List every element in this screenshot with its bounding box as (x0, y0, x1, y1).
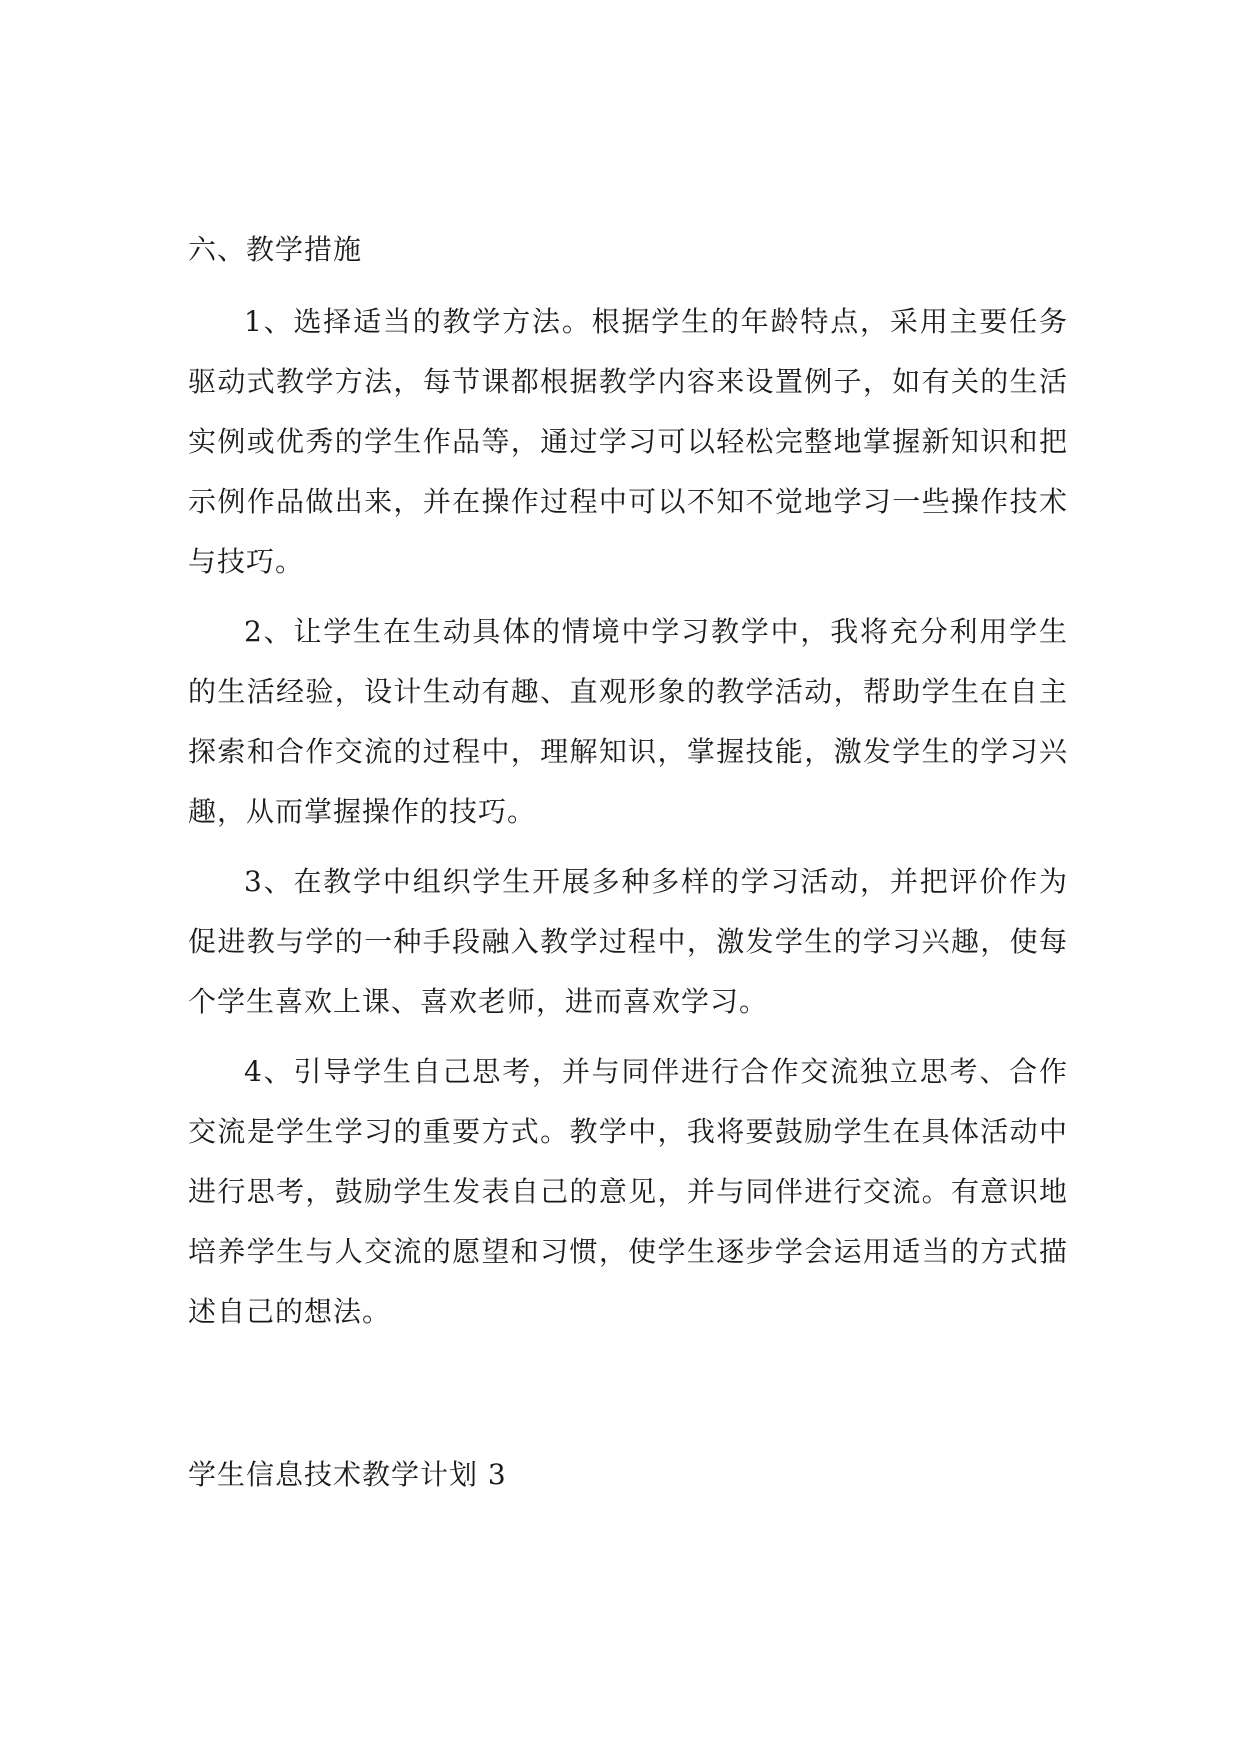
section-body (188, 222, 1068, 1342)
paragraph-3: 3、在教学中组织学生开展多种多样的学习活动，并把评价作为促进教与学的一种手段融入教学过程中，激发学生的学习兴趣，使每个学生喜欢上课、喜欢老师，进而喜欢学习。 (188, 865, 1068, 1018)
paragraph-2: 2、让学生在生动具体的情境中学习教学中，我将充分利用学生的生活经验，设计生动有趣、直观形象的教学活动，帮助学生在自主探索和合作交流的过程中，理解知识，掌握技能，激发学生的学习兴趣，从而掌握操作的技巧。 (188, 615, 1068, 828)
paragraph-1: 1、选择适当的教学方法。根据学生的年龄特点，采用主要任务驱动式教学方法，每节课都根据教学内容来设置例子，如有关的生活实例或优秀的学生作品等，通过学习可以轻松完整地掌握新知识和把示例作品做出来，并在操作过程中可以不知不觉地学习一些操作技术与技巧。 (188, 305, 1068, 578)
next-document-title: 学生信息技术教学计划 3 (188, 1458, 507, 1491)
paragraph-4: 4、引导学生自己思考，并与同伴进行合作交流独立思考、合作交流是学生学习的重要方式。教学中，我将要鼓励学生在具体活动中进行思考，鼓励学生发表自己的意见，并与同伴进行交流。有意识地培养学生与人交流的愿望和习惯，使学生逐步学会运用适当的方式描述自己的想法。 (188, 1055, 1068, 1328)
section-heading: 六、教学措施 (188, 233, 363, 266)
